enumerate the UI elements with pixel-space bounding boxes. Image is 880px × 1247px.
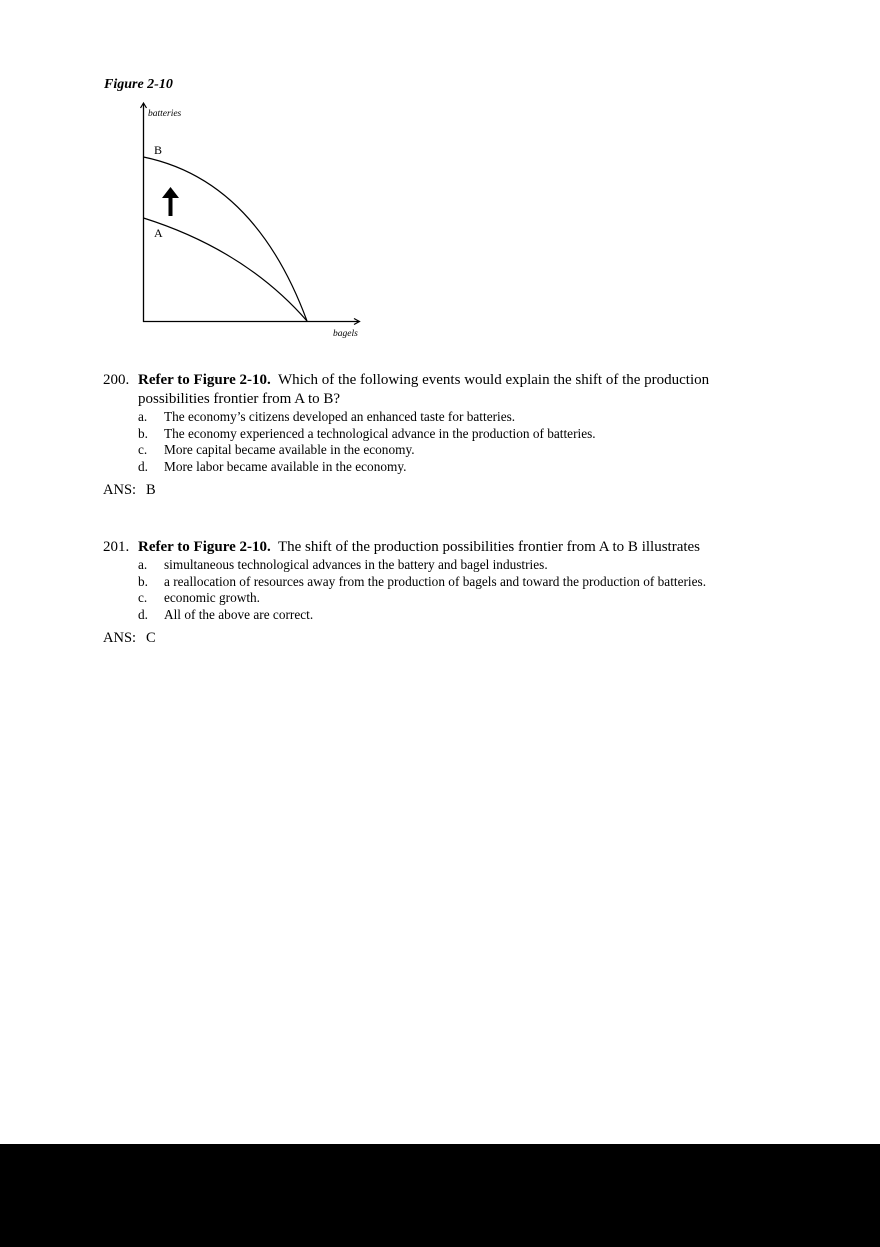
- figure-reference: Refer to Figure 2-10.: [138, 372, 271, 388]
- y-axis-label: batteries: [148, 109, 182, 119]
- question-number: 201.: [103, 539, 130, 555]
- question-stem: [103, 538, 763, 557]
- option-a: a. The economy’s citizens developed an enhanced taste for batteries.: [138, 409, 516, 424]
- x-axis-label: bagels: [333, 329, 358, 339]
- figure-title: Figure 2-10: [104, 77, 173, 92]
- question-200: [103, 371, 763, 499]
- figure-reference: Refer to Figure 2-10.: [138, 539, 271, 555]
- question-text: Which of the following events would explain the shift of the production possibilities frontier from A to B?: [138, 372, 710, 407]
- curve-label-b: B: [154, 143, 163, 157]
- question-number: 200.: [103, 372, 130, 388]
- answer-value: B: [146, 482, 156, 498]
- option-a: a. simultaneous technological advances in the battery and bagel industries.: [138, 557, 548, 572]
- answer: ANS: C: [103, 630, 156, 646]
- answer-value: C: [146, 630, 156, 646]
- option-b: b. The economy experienced a technological advance in the production of batteries.: [138, 425, 596, 441]
- option-b: b. a reallocation of resources away from the production of bagels and toward the production of batteries.: [138, 573, 707, 589]
- answer: ANS: B: [103, 482, 156, 498]
- up-arrow-icon: [162, 187, 179, 216]
- question-201: [103, 538, 763, 647]
- option-d: d. All of the above are correct.: [138, 606, 314, 622]
- ppf-curve-a: [144, 218, 308, 321]
- option-c: c. More capital became available in the economy.: [138, 442, 415, 457]
- curve-label-a: A: [154, 226, 163, 240]
- option-d: d. More labor became available in the economy.: [138, 458, 407, 474]
- ppf-chart: [0, 0, 880, 360]
- page-bottom-bar: [0, 1144, 880, 1247]
- question-text: The shift of the production possibilities frontier from A to B illustrates: [277, 539, 701, 555]
- option-c: c. economic growth.: [138, 590, 261, 605]
- question-stem: [103, 371, 763, 409]
